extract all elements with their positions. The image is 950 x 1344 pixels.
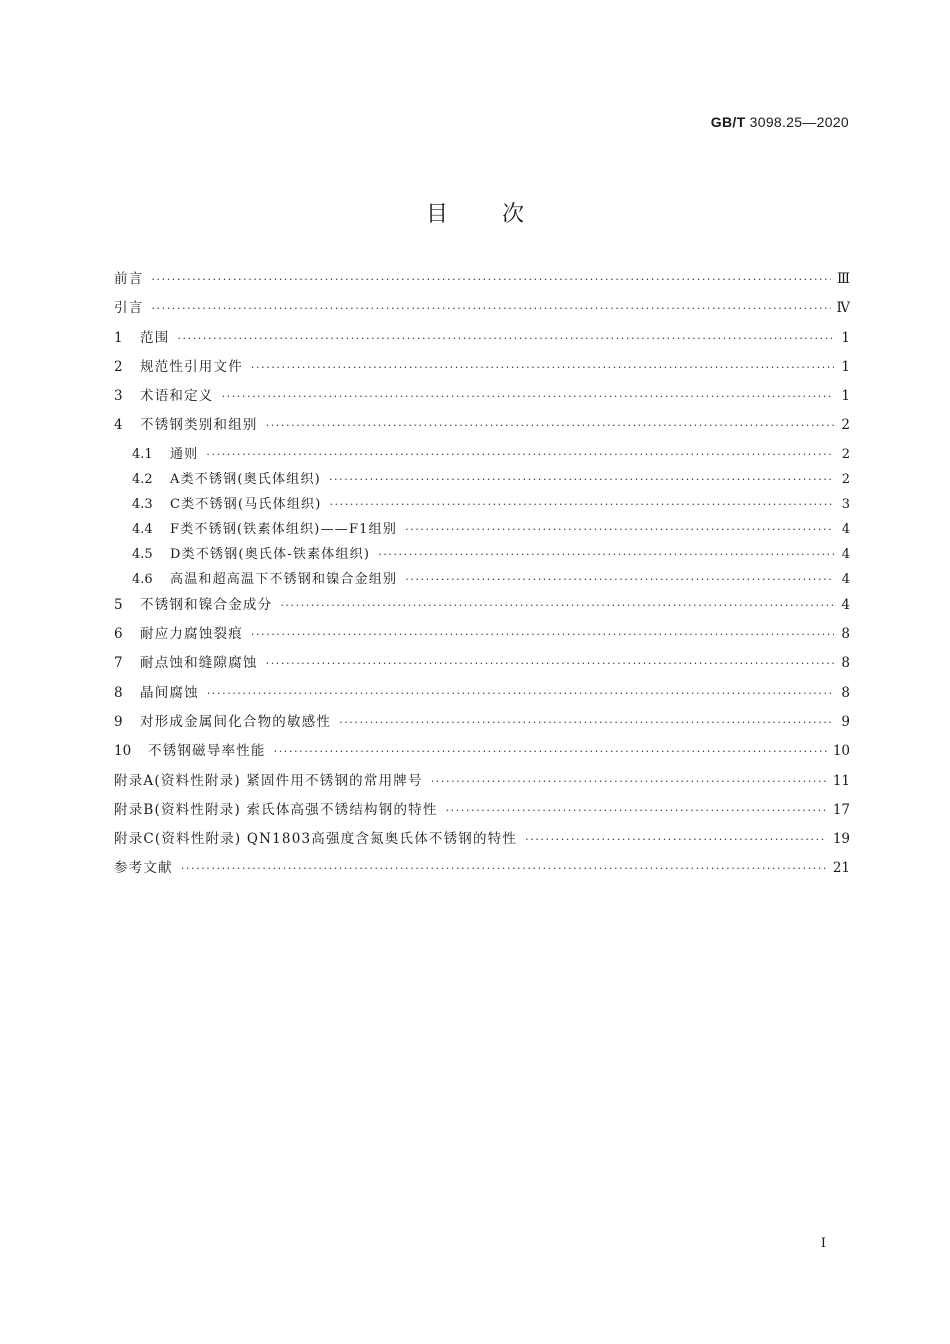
toc-entry-page: 2: [841, 417, 850, 434]
toc-entry[interactable]: [114, 446, 850, 471]
toc-entry-label: 不锈钢和镍合金成分: [140, 596, 273, 613]
toc-entry[interactable]: [114, 859, 850, 888]
toc-leader-dots: [330, 496, 835, 514]
toc-entry[interactable]: [114, 416, 850, 445]
toc-leader-dots: [207, 685, 834, 703]
toc-leader-dots: [280, 597, 834, 615]
toc-entry-number: 4: [114, 417, 123, 434]
toc-entry-label: D类不锈钢(奥氏体-铁素体组织): [170, 546, 371, 562]
toc-entry-number: 8: [114, 684, 123, 701]
toc-entry-number: 4.3: [132, 496, 153, 512]
toc-entry-page: 2: [841, 471, 850, 487]
toc-entry-label: 前言: [114, 271, 144, 287]
toc-entry[interactable]: [114, 546, 850, 571]
toc-entry-page: 17: [832, 801, 850, 818]
toc-entry-number: 7: [114, 655, 123, 672]
toc-entry-page: 1: [841, 388, 850, 405]
toc-entry-label: 不锈钢磁导率性能: [148, 743, 266, 760]
toc-entry-page: 3: [841, 496, 850, 512]
toc-entry[interactable]: [114, 625, 850, 654]
toc-leader-dots: [274, 743, 827, 761]
toc-entry-label: C类不锈钢(马氏体组织): [170, 496, 322, 512]
toc-entry-label: 范围: [140, 329, 170, 346]
toc-entry[interactable]: [114, 772, 850, 801]
toc-entry[interactable]: [114, 496, 850, 521]
toc-entry-number: 4.6: [132, 571, 153, 587]
toc-entry[interactable]: [114, 801, 850, 830]
page-number: Ⅰ: [820, 1236, 826, 1251]
toc-entry-page: 8: [841, 684, 850, 701]
toc-entry-label: 通则: [170, 446, 199, 462]
toc-entry-label: 术语和定义: [140, 388, 214, 405]
toc-entry-page: 8: [841, 626, 850, 643]
toc-entry-number: 10: [114, 743, 132, 760]
toc-leader-dots: [181, 860, 827, 878]
toc-entry-page: 4: [841, 546, 850, 562]
toc-entry-page: 1: [841, 358, 850, 375]
toc-entry[interactable]: [114, 358, 850, 387]
toc-entry[interactable]: [114, 299, 850, 328]
toc-entry-page: 8: [841, 655, 850, 672]
toc-leader-dots: [525, 831, 827, 849]
toc-entry-label: 耐应力腐蚀裂痕: [140, 626, 243, 643]
standard-prefix: GB/T: [710, 114, 746, 130]
toc-leader-dots: [151, 271, 831, 289]
toc-entry-label: 高温和超高温下不锈钢和镍合金组别: [170, 571, 398, 587]
toc-leader-dots: [339, 714, 834, 732]
toc-entry[interactable]: [114, 713, 850, 742]
toc-leader-dots: [266, 417, 834, 435]
toc-leader-dots: [266, 655, 834, 673]
toc-entry-label: A类不锈钢(奥氏体组织): [170, 471, 321, 487]
toc-entry-label: 对形成金属间化合物的敏感性: [140, 713, 332, 730]
toc-entry[interactable]: [114, 596, 850, 625]
toc-entry-label: 规范性引用文件: [140, 358, 243, 375]
toc-entry-label: 参考文献: [114, 860, 173, 877]
toc-entry-number: 2: [114, 358, 123, 375]
toc-entry-number: 4.2: [132, 471, 153, 487]
toc-leader-dots: [329, 471, 834, 489]
toc-entry[interactable]: [114, 471, 850, 496]
toc-entry-label: F类不锈钢(铁素体组织)——F1组别: [170, 521, 398, 537]
toc-entry-page: 21: [832, 860, 850, 877]
standard-number: 3098.25—2020: [749, 114, 849, 130]
toc-entry[interactable]: [114, 830, 850, 859]
toc-entry-page: 10: [832, 743, 850, 760]
toc-entry-page: 1: [841, 329, 850, 346]
toc-entry-label: 引言: [114, 300, 144, 317]
toc-entry-page: 19: [832, 831, 850, 848]
toc-entry-page: 4: [841, 521, 850, 537]
toc-leader-dots: [177, 330, 834, 348]
toc-entry-label: 耐点蚀和缝隙腐蚀: [140, 655, 258, 672]
toc-leader-dots: [378, 546, 834, 564]
standard-code: [711, 114, 849, 130]
toc-entry[interactable]: [114, 742, 850, 771]
toc-entry[interactable]: [114, 521, 850, 546]
toc-entry[interactable]: [114, 270, 850, 299]
toc-entry[interactable]: [114, 571, 850, 596]
toc-entry-page: 4: [841, 571, 850, 587]
toc-entry-number: 4.5: [132, 546, 153, 562]
toc-leader-dots: [251, 359, 834, 377]
toc-entry-label: 晶间腐蚀: [140, 684, 199, 701]
toc-entry[interactable]: [114, 387, 850, 416]
toc-leader-dots: [446, 802, 827, 820]
toc-leader-dots: [151, 300, 830, 318]
toc-entry-number: 5: [114, 596, 123, 613]
toc-entry-page: 2: [841, 446, 850, 462]
toc-leader-dots: [405, 571, 834, 589]
toc-leader-dots: [405, 521, 834, 539]
toc-entry-label: 附录A(资料性附录) 紧固件用不锈钢的常用牌号: [114, 772, 423, 789]
toc-entry[interactable]: [114, 684, 850, 713]
toc-entry[interactable]: [114, 329, 850, 358]
toc-entry-page: Ⅲ: [836, 271, 850, 287]
toc-entry-number: 4.1: [132, 446, 153, 462]
page-title: 目次: [425, 202, 578, 227]
toc-leader-dots: [222, 388, 835, 406]
toc-entry-number: 1: [114, 329, 123, 346]
table-of-contents: [114, 270, 850, 889]
toc-entry-label: 附录C(资料性附录) QN1803高强度含氮奥氏体不锈钢的特性: [114, 831, 518, 848]
toc-entry-label: 不锈钢类别和组别: [140, 417, 258, 434]
toc-entry-number: 9: [114, 713, 123, 730]
toc-leader-dots: [431, 773, 827, 791]
toc-leader-dots: [206, 446, 834, 464]
toc-entry-label: 附录B(资料性附录) 索氏体高强不锈结构钢的特性: [114, 801, 438, 818]
toc-entry-number: 4.4: [132, 521, 153, 537]
toc-entry-page: 9: [841, 713, 850, 730]
toc-entry-number: 3: [114, 388, 123, 405]
toc-entry-page: 11: [832, 772, 850, 789]
toc-entry[interactable]: [114, 654, 850, 683]
toc-entry-page: Ⅳ: [836, 300, 850, 317]
toc-leader-dots: [251, 626, 834, 644]
toc-entry-number: 6: [114, 626, 123, 643]
toc-entry-page: 4: [841, 596, 850, 613]
